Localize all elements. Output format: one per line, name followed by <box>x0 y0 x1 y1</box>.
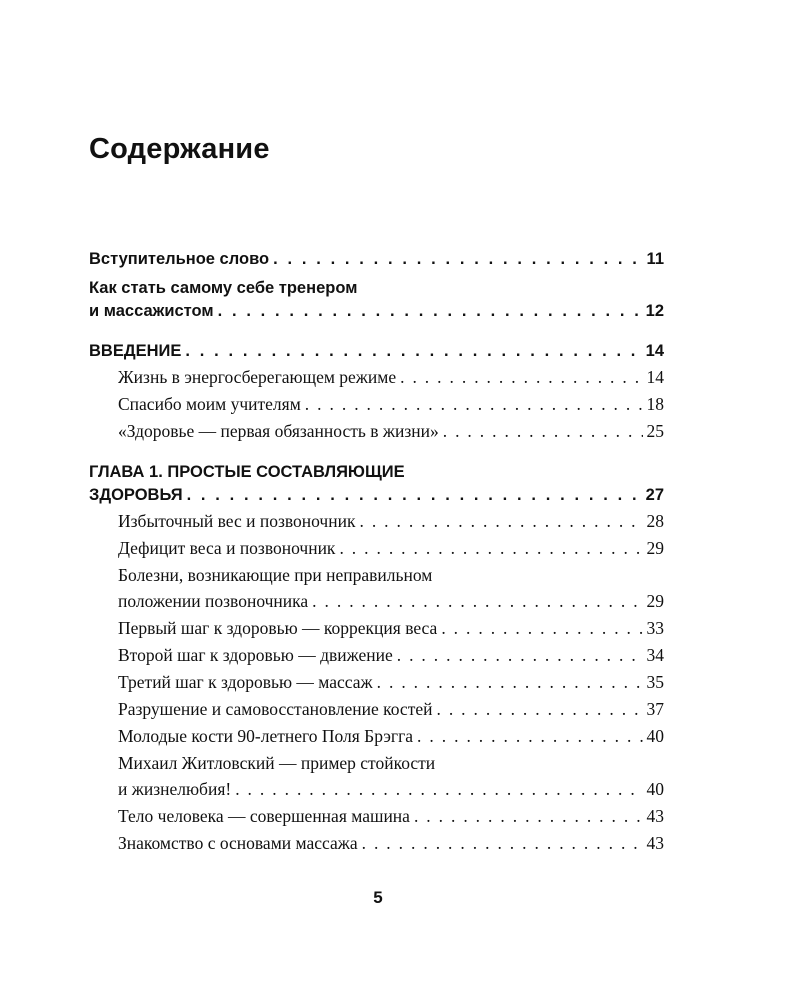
dot-leader <box>400 364 642 390</box>
toc-entry-title: положении позвоночника <box>118 591 309 611</box>
toc-page-number: 29 <box>646 538 664 558</box>
dot-leader <box>235 776 642 802</box>
toc-subentry <box>89 830 664 856</box>
toc-entry-title: Дефицит веса и позвоночник <box>118 538 336 558</box>
toc-entry-title-line1: Как стать самому себе тренером <box>89 279 358 297</box>
toc-page-number: 12 <box>645 302 664 320</box>
toc-page-number: 40 <box>646 726 664 746</box>
toc-entry-title: Тело человека — совершенная машина <box>118 806 410 826</box>
toc-entry-title: «Здоровье — первая обязанность в жизни» <box>118 421 439 441</box>
toc-entry-title: и массажистом <box>89 302 214 320</box>
toc-entry-title: Избыточный вес и позвоночник <box>118 511 356 531</box>
toc-page-number: 43 <box>646 833 664 853</box>
toc-page-number: 14 <box>645 342 664 360</box>
toc-subentry <box>89 391 664 417</box>
dot-leader <box>187 484 642 507</box>
toc-page-number: 11 <box>646 250 664 268</box>
toc-page-number: 34 <box>646 645 664 665</box>
toc-subentry <box>89 364 664 390</box>
toc-subentry <box>89 418 664 444</box>
toc-subentry <box>89 803 664 829</box>
toc-entry-title: Третий шаг к здоровью — массаж <box>118 672 373 692</box>
toc-page-number: 40 <box>646 779 664 799</box>
dot-leader <box>273 248 642 271</box>
dot-leader <box>377 669 643 695</box>
toc-entry-title-line1: Михаил Житловский — пример стойкости <box>118 753 436 773</box>
toc-entry-title: ВВЕДЕНИЕ <box>89 342 182 360</box>
page-number: 5 <box>373 888 383 907</box>
toc-page-number: 43 <box>646 806 664 826</box>
toc-page-number: 35 <box>646 672 664 692</box>
dot-leader <box>417 723 642 749</box>
dot-leader <box>339 535 642 561</box>
toc-entry-title: Второй шаг к здоровью — движение <box>118 645 393 665</box>
toc-entry-self-trainer <box>89 277 664 323</box>
toc-subentry <box>89 508 664 534</box>
dot-leader <box>312 588 642 614</box>
toc-page-number: 37 <box>646 699 664 719</box>
toc-subentry <box>89 535 664 561</box>
toc-entry-title: Разрушение и самовосстановление костей <box>118 699 433 719</box>
toc-page-number: 14 <box>646 367 664 387</box>
dot-leader <box>305 391 643 417</box>
dot-leader <box>218 300 642 323</box>
toc-subentry <box>89 615 664 641</box>
toc-subentry <box>89 696 664 722</box>
page-title: Содержание <box>89 133 270 165</box>
toc-entry-title: Жизнь в энергосберегающем режиме <box>118 367 397 387</box>
dot-leader <box>185 340 641 363</box>
toc-entry-title: Молодые кости 90-летнего Поля Брэгга <box>118 726 414 746</box>
toc-entry-title: Вступительное слово <box>89 250 270 268</box>
dot-leader <box>443 418 643 444</box>
toc-subentry <box>89 750 664 802</box>
dot-leader <box>397 642 643 668</box>
toc-page-number: 28 <box>646 511 664 531</box>
table-of-contents <box>89 248 664 856</box>
dot-leader <box>414 803 643 829</box>
toc-page-number: 18 <box>646 394 664 414</box>
toc-subentry <box>89 562 664 614</box>
toc-entry-intro-word <box>89 248 664 271</box>
dot-leader <box>436 696 642 722</box>
toc-subentry <box>89 723 664 749</box>
dot-leader <box>362 830 643 856</box>
toc-subentry <box>89 669 664 695</box>
toc-entry-title: Знакомство с основами массажа <box>118 833 358 853</box>
toc-subentry <box>89 642 664 668</box>
toc-page-number: 25 <box>646 421 664 441</box>
toc-page-number: 27 <box>645 486 664 504</box>
toc-entry-title: и жизнелюбия! <box>118 779 232 799</box>
dot-leader <box>441 615 642 641</box>
toc-entry-introduction <box>89 340 664 363</box>
toc-entry-title: ЗДОРОВЬЯ <box>89 486 183 504</box>
toc-page-number: 29 <box>646 591 664 611</box>
toc-entry-title: Первый шаг к здоровью — коррекция веса <box>118 618 438 638</box>
toc-page-number: 33 <box>646 618 664 638</box>
toc-entry-title-line1: Болезни, возникающие при неправильном <box>118 565 433 585</box>
toc-entry-title-line1: ГЛАВА 1. ПРОСТЫЕ СОСТАВЛЯЮЩИЕ <box>89 463 405 481</box>
dot-leader <box>359 508 642 534</box>
toc-entry-chapter-1 <box>89 461 664 507</box>
toc-entry-title: Спасибо моим учителям <box>118 394 301 414</box>
